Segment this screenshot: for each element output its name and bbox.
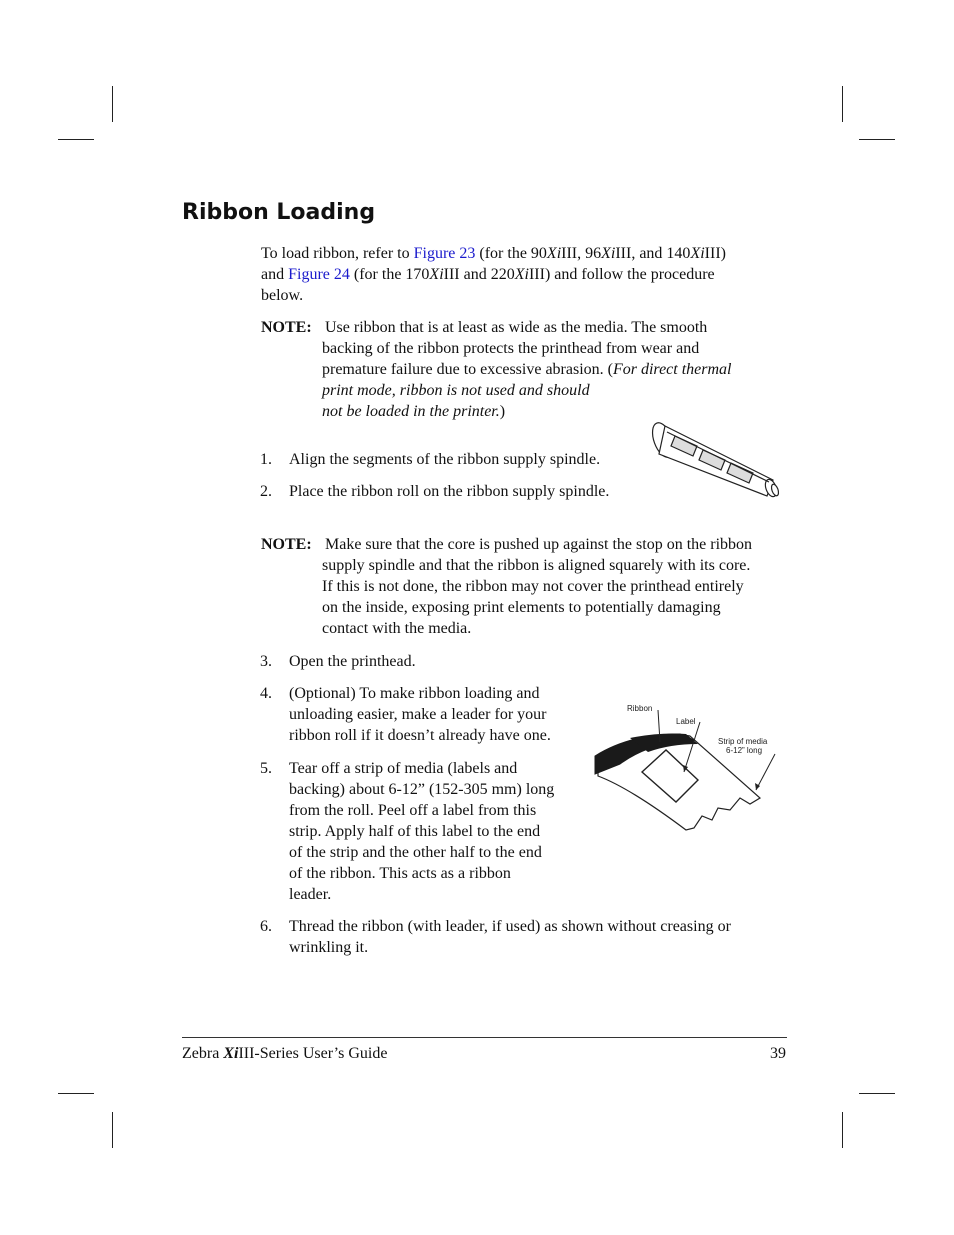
step-4: 4. (Optional) To make ribbon loading and unloading easier, make a leader for your ribbon roll if it doesn’t already have one. [260, 685, 551, 744]
crop-mark-bottom-left-v [112, 1112, 113, 1148]
crop-mark-top-right-h [859, 139, 895, 140]
figure-24-link[interactable]: Figure 24 [288, 266, 350, 283]
crop-mark-bottom-right-v [842, 1112, 843, 1148]
intro-line-2: and Figure 24 (for the 170XiIII and 220XiIII) and follow the procedure [261, 266, 715, 283]
figure-label-strip-2: 6-12” long [726, 746, 763, 755]
crop-mark-bottom-right-h [859, 1093, 895, 1094]
step-3: 3. Open the printhead. [260, 653, 416, 670]
step-2: 2. Place the ribbon roll on the ribbon supply spindle. [260, 483, 610, 500]
step-6: 6. Thread the ribbon (with leader, if used) as shown without creasing or wrinkling it. [260, 918, 731, 956]
note-1-label: NOTE: [261, 319, 312, 336]
footer-rule [182, 1037, 787, 1038]
intro-line-3: below. [261, 287, 304, 304]
note-2: NOTE: Make sure that the core is pushed up against the stop on the ribbon supply spindle and that the ribbon is aligned squarely with its core. If this is not done, the ribbon may not cover the printhead entirely on the inside, exposing print elements to potentially damaging contact with the media. [261, 536, 753, 637]
footer-guide-title: Zebra XiIII-Series User’s Guide [182, 1045, 388, 1062]
figure-label-label: Label [676, 717, 696, 726]
crop-mark-top-right-v [842, 86, 843, 122]
figure-23-link[interactable]: Figure 23 [413, 245, 476, 262]
page-number: 39 [770, 1045, 786, 1062]
crop-mark-top-left-v [112, 86, 113, 122]
note-1: NOTE: Use ribbon that is at least as wide as the media. The smooth backing of the ribbon protects the printhead from wear and premature failure due to excessive abrasion. (For direct thermal print mode, ribbon is not used and should not be loaded in the printer.) [261, 319, 732, 420]
intro-line-1: To load ribbon, refer to Figure 23 (for the 90XiIII, 96XiIII, and 140XiIII) [261, 245, 726, 262]
figure-label-strip-1: Strip of media [718, 737, 768, 746]
step-5: 5. Tear off a strip of media (labels and backing) about 6-12” (152-305 mm) long from the roll. Peel off a label from this strip. Apply half of this label to the end of the strip and the other half to the end of the ribbon. This acts as a ribbon leader. [260, 760, 555, 903]
crop-mark-top-left-h [58, 139, 94, 140]
ribbon-leader-illustration [590, 698, 790, 838]
figure-label-ribbon: Ribbon [627, 704, 653, 713]
note-2-label: NOTE: [261, 536, 312, 553]
crop-mark-bottom-left-h [58, 1093, 94, 1094]
step-1: 1. Align the segments of the ribbon supply spindle. [260, 451, 601, 468]
section-heading: Ribbon Loading [182, 200, 376, 225]
ribbon-spindle-illustration [645, 418, 785, 502]
